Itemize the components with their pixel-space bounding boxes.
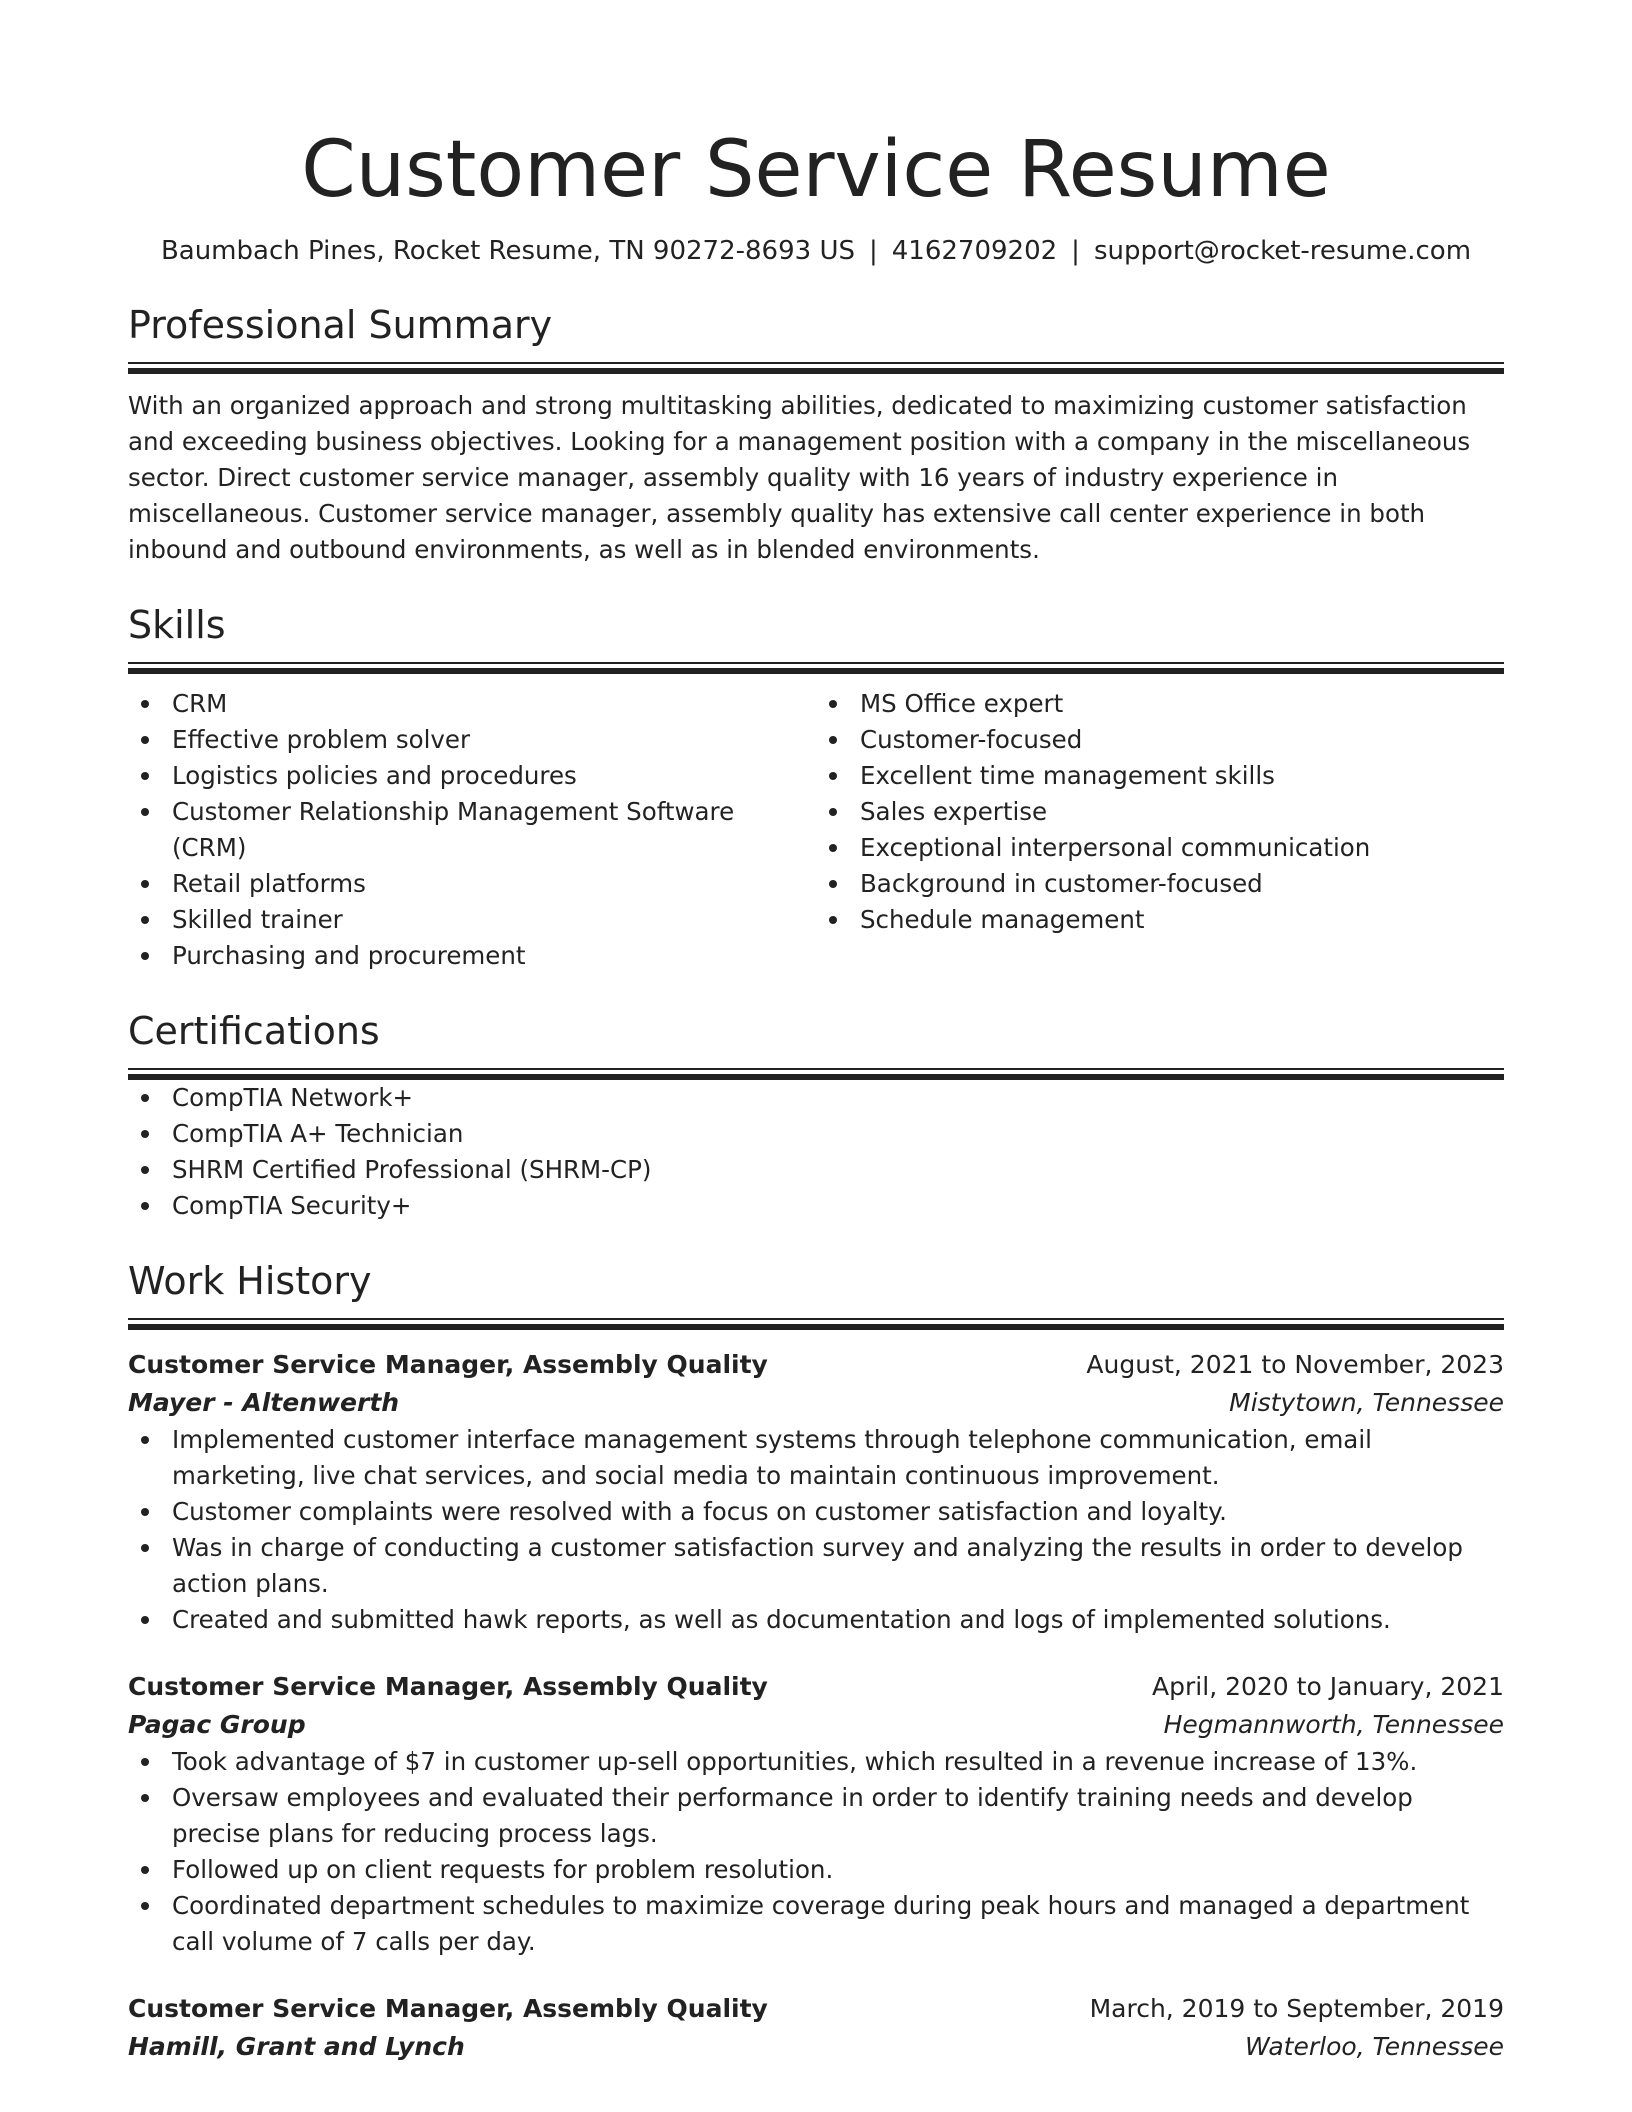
bullet-dot	[829, 700, 837, 708]
job-company: Pagac Group	[128, 1710, 306, 1739]
job-location: Hegmannworth, Tennessee	[1163, 1710, 1504, 1739]
skill-item	[816, 902, 1504, 938]
section-divider	[128, 1318, 1504, 1330]
job-duty-item	[128, 1780, 1504, 1852]
job-duty-item	[128, 1744, 1504, 1780]
bullet-dot	[829, 916, 837, 924]
job-dates: August, 2021 to November, 2023	[1086, 1350, 1504, 1379]
job-duty-item	[128, 1530, 1504, 1602]
section-divider	[128, 662, 1504, 674]
skills-column-right	[816, 686, 1504, 974]
job-location: Mistytown, Tennessee	[1229, 1388, 1504, 1417]
job-title: Customer Service Manager, Assembly Quality	[128, 1994, 768, 2023]
certification-text: CompTIA A+ Technician	[172, 1119, 464, 1148]
skill-item	[128, 758, 816, 794]
certification-item	[128, 1116, 1504, 1152]
job-duty-text: Coordinated department schedules to maximize coverage during peak hours and managed a department call volume of 7 calls per day.	[172, 1891, 1470, 1956]
section-divider	[128, 362, 1504, 374]
skill-text: Customer-focused	[860, 725, 1083, 754]
certification-text: CompTIA Network+	[172, 1083, 414, 1112]
skill-item	[128, 794, 816, 866]
skills-columns	[128, 686, 1504, 974]
skill-item	[128, 938, 816, 974]
job-duty-text: Customer complaints were resolved with a focus on customer satisfaction and loyalty.	[172, 1497, 1227, 1526]
section-divider	[128, 1068, 1504, 1080]
job-company-row	[128, 1384, 1504, 1422]
skill-text: Effective problem solver	[172, 725, 471, 754]
bullet-dot	[141, 1508, 149, 1516]
job-duty-item	[128, 1422, 1504, 1494]
job-header-row	[128, 1346, 1504, 1384]
bullet-dot	[141, 772, 149, 780]
work-history-section	[128, 1258, 1504, 2066]
skill-text: Skilled trainer	[172, 905, 343, 934]
work-history-heading: Work History	[128, 1259, 372, 1303]
job-company-row	[128, 1706, 1504, 1744]
job-header-row	[128, 1668, 1504, 1706]
skill-item	[128, 722, 816, 758]
certification-item	[128, 1152, 1504, 1188]
job-duties-list	[128, 1422, 1504, 1638]
job-entry	[128, 1346, 1504, 1638]
bullet-dot	[141, 916, 149, 924]
job-dates: April, 2020 to January, 2021	[1152, 1672, 1504, 1701]
summary-section	[128, 302, 1504, 568]
certification-text: CompTIA Security+	[172, 1191, 412, 1220]
job-company: Hamill, Grant and Lynch	[128, 2032, 465, 2061]
bullet-dot	[141, 952, 149, 960]
bullet-dot	[141, 1544, 149, 1552]
resume-title: Customer Service Resume	[301, 125, 1331, 215]
contact-separator: |	[868, 236, 878, 266]
contact-address: Baumbach Pines, Rocket Resume, TN 90272-8693 US	[160, 236, 855, 266]
skill-item	[816, 758, 1504, 794]
certification-text: SHRM Certified Professional (SHRM-CP)	[172, 1155, 652, 1184]
skill-text: Customer Relationship Management Software (CRM)	[172, 797, 735, 862]
job-duty-item	[128, 1494, 1504, 1530]
bullet-dot	[141, 1130, 149, 1138]
skill-item	[128, 902, 816, 938]
job-duties-list	[128, 1744, 1504, 1960]
job-entry	[128, 1990, 1504, 2066]
skill-text: Retail platforms	[172, 869, 366, 898]
bullet-dot	[141, 1616, 149, 1624]
bullet-dot	[141, 1436, 149, 1444]
bullet-dot	[141, 700, 149, 708]
bullet-dot	[141, 1094, 149, 1102]
bullet-dot	[829, 880, 837, 888]
skills-column-left	[128, 686, 816, 974]
bullet-dot	[141, 736, 149, 744]
contact-phone: 4162709202	[891, 236, 1058, 266]
job-title: Customer Service Manager, Assembly Quality	[128, 1672, 768, 1701]
job-duty-item	[128, 1888, 1504, 1960]
skills-section	[128, 602, 1504, 974]
job-duty-text: Implemented customer interface management systems through telephone communication, email marketing, live chat services, and social media to maintain continuous improvement.	[172, 1425, 1372, 1490]
job-duty-text: Created and submitted hawk reports, as well as documentation and logs of implemented solutions.	[172, 1605, 1391, 1634]
skill-text: Background in customer-focused	[860, 869, 1263, 898]
job-company-row	[128, 2028, 1504, 2066]
skill-text: Excellent time management skills	[860, 761, 1275, 790]
summary-heading: Professional Summary	[128, 303, 553, 347]
job-dates: March, 2019 to September, 2019	[1089, 1994, 1504, 2023]
certifications-heading: Certifications	[128, 1009, 380, 1053]
job-location: Waterloo, Tennessee	[1244, 2032, 1504, 2061]
skill-item	[816, 830, 1504, 866]
bullet-dot	[141, 1902, 149, 1910]
contact-email: support@rocket-resume.com	[1093, 236, 1472, 266]
certification-item	[128, 1188, 1504, 1224]
skill-item	[816, 722, 1504, 758]
contact-line	[128, 234, 1504, 268]
certification-item	[128, 1080, 1504, 1116]
skill-item	[816, 794, 1504, 830]
skill-text: Purchasing and procurement	[172, 941, 526, 970]
certifications-section	[128, 1008, 1504, 1224]
job-entry	[128, 1668, 1504, 1960]
bullet-dot	[829, 772, 837, 780]
job-duty-item	[128, 1602, 1504, 1638]
job-header-row	[128, 1990, 1504, 2028]
skill-text: Sales expertise	[860, 797, 1048, 826]
skills-heading: Skills	[128, 603, 226, 647]
job-duty-text: Was in charge of conducting a customer satisfaction survey and analyzing the results in order to develop action plans.	[172, 1533, 1463, 1598]
skill-item	[816, 686, 1504, 722]
bullet-dot	[141, 1202, 149, 1210]
skill-text: Logistics policies and procedures	[172, 761, 577, 790]
bullet-dot	[141, 1866, 149, 1874]
contact-separator: |	[1071, 236, 1080, 266]
job-company: Mayer - Altenwerth	[128, 1388, 400, 1417]
skill-item	[816, 866, 1504, 902]
skills-list-left	[128, 686, 816, 974]
job-title: Customer Service Manager, Assembly Quality	[128, 1350, 768, 1379]
skill-text: Exceptional interpersonal communication	[860, 833, 1371, 862]
bullet-dot	[829, 808, 837, 816]
summary-text: With an organized approach and strong multitasking abilities, dedicated to maximizing customer satisfaction and exceeding business objectives. Looking for a management position with a company in the miscellaneous sector. Direct customer service manager, assembly quality with 16 years of industry experience in miscellaneous. Customer service manager, assembly quality has extensive call center experience in both inbound and outbound environments, as well as in blended environments.	[128, 391, 1471, 564]
bullet-dot	[141, 808, 149, 816]
skill-item	[128, 686, 816, 722]
bullet-dot	[141, 1758, 149, 1766]
job-duty-text: Followed up on client requests for problem resolution.	[172, 1855, 834, 1884]
bullet-dot	[829, 736, 837, 744]
bullet-dot	[141, 880, 149, 888]
job-duty-text: Took advantage of $7 in customer up-sell opportunities, which resulted in a revenue increase of 13%.	[172, 1747, 1418, 1776]
skills-list-right	[816, 686, 1504, 938]
bullet-dot	[141, 1166, 149, 1174]
certifications-list	[128, 1080, 1504, 1224]
bullet-dot	[141, 1794, 149, 1802]
bullet-dot	[829, 844, 837, 852]
job-duty-item	[128, 1852, 1504, 1888]
job-duty-text: Oversaw employees and evaluated their performance in order to identify training needs and develop precise plans for reducing process lags.	[172, 1783, 1413, 1848]
skill-text: MS Office expert	[860, 689, 1064, 718]
skill-text: Schedule management	[860, 905, 1145, 934]
skill-text: CRM	[172, 689, 228, 718]
skill-item	[128, 866, 816, 902]
